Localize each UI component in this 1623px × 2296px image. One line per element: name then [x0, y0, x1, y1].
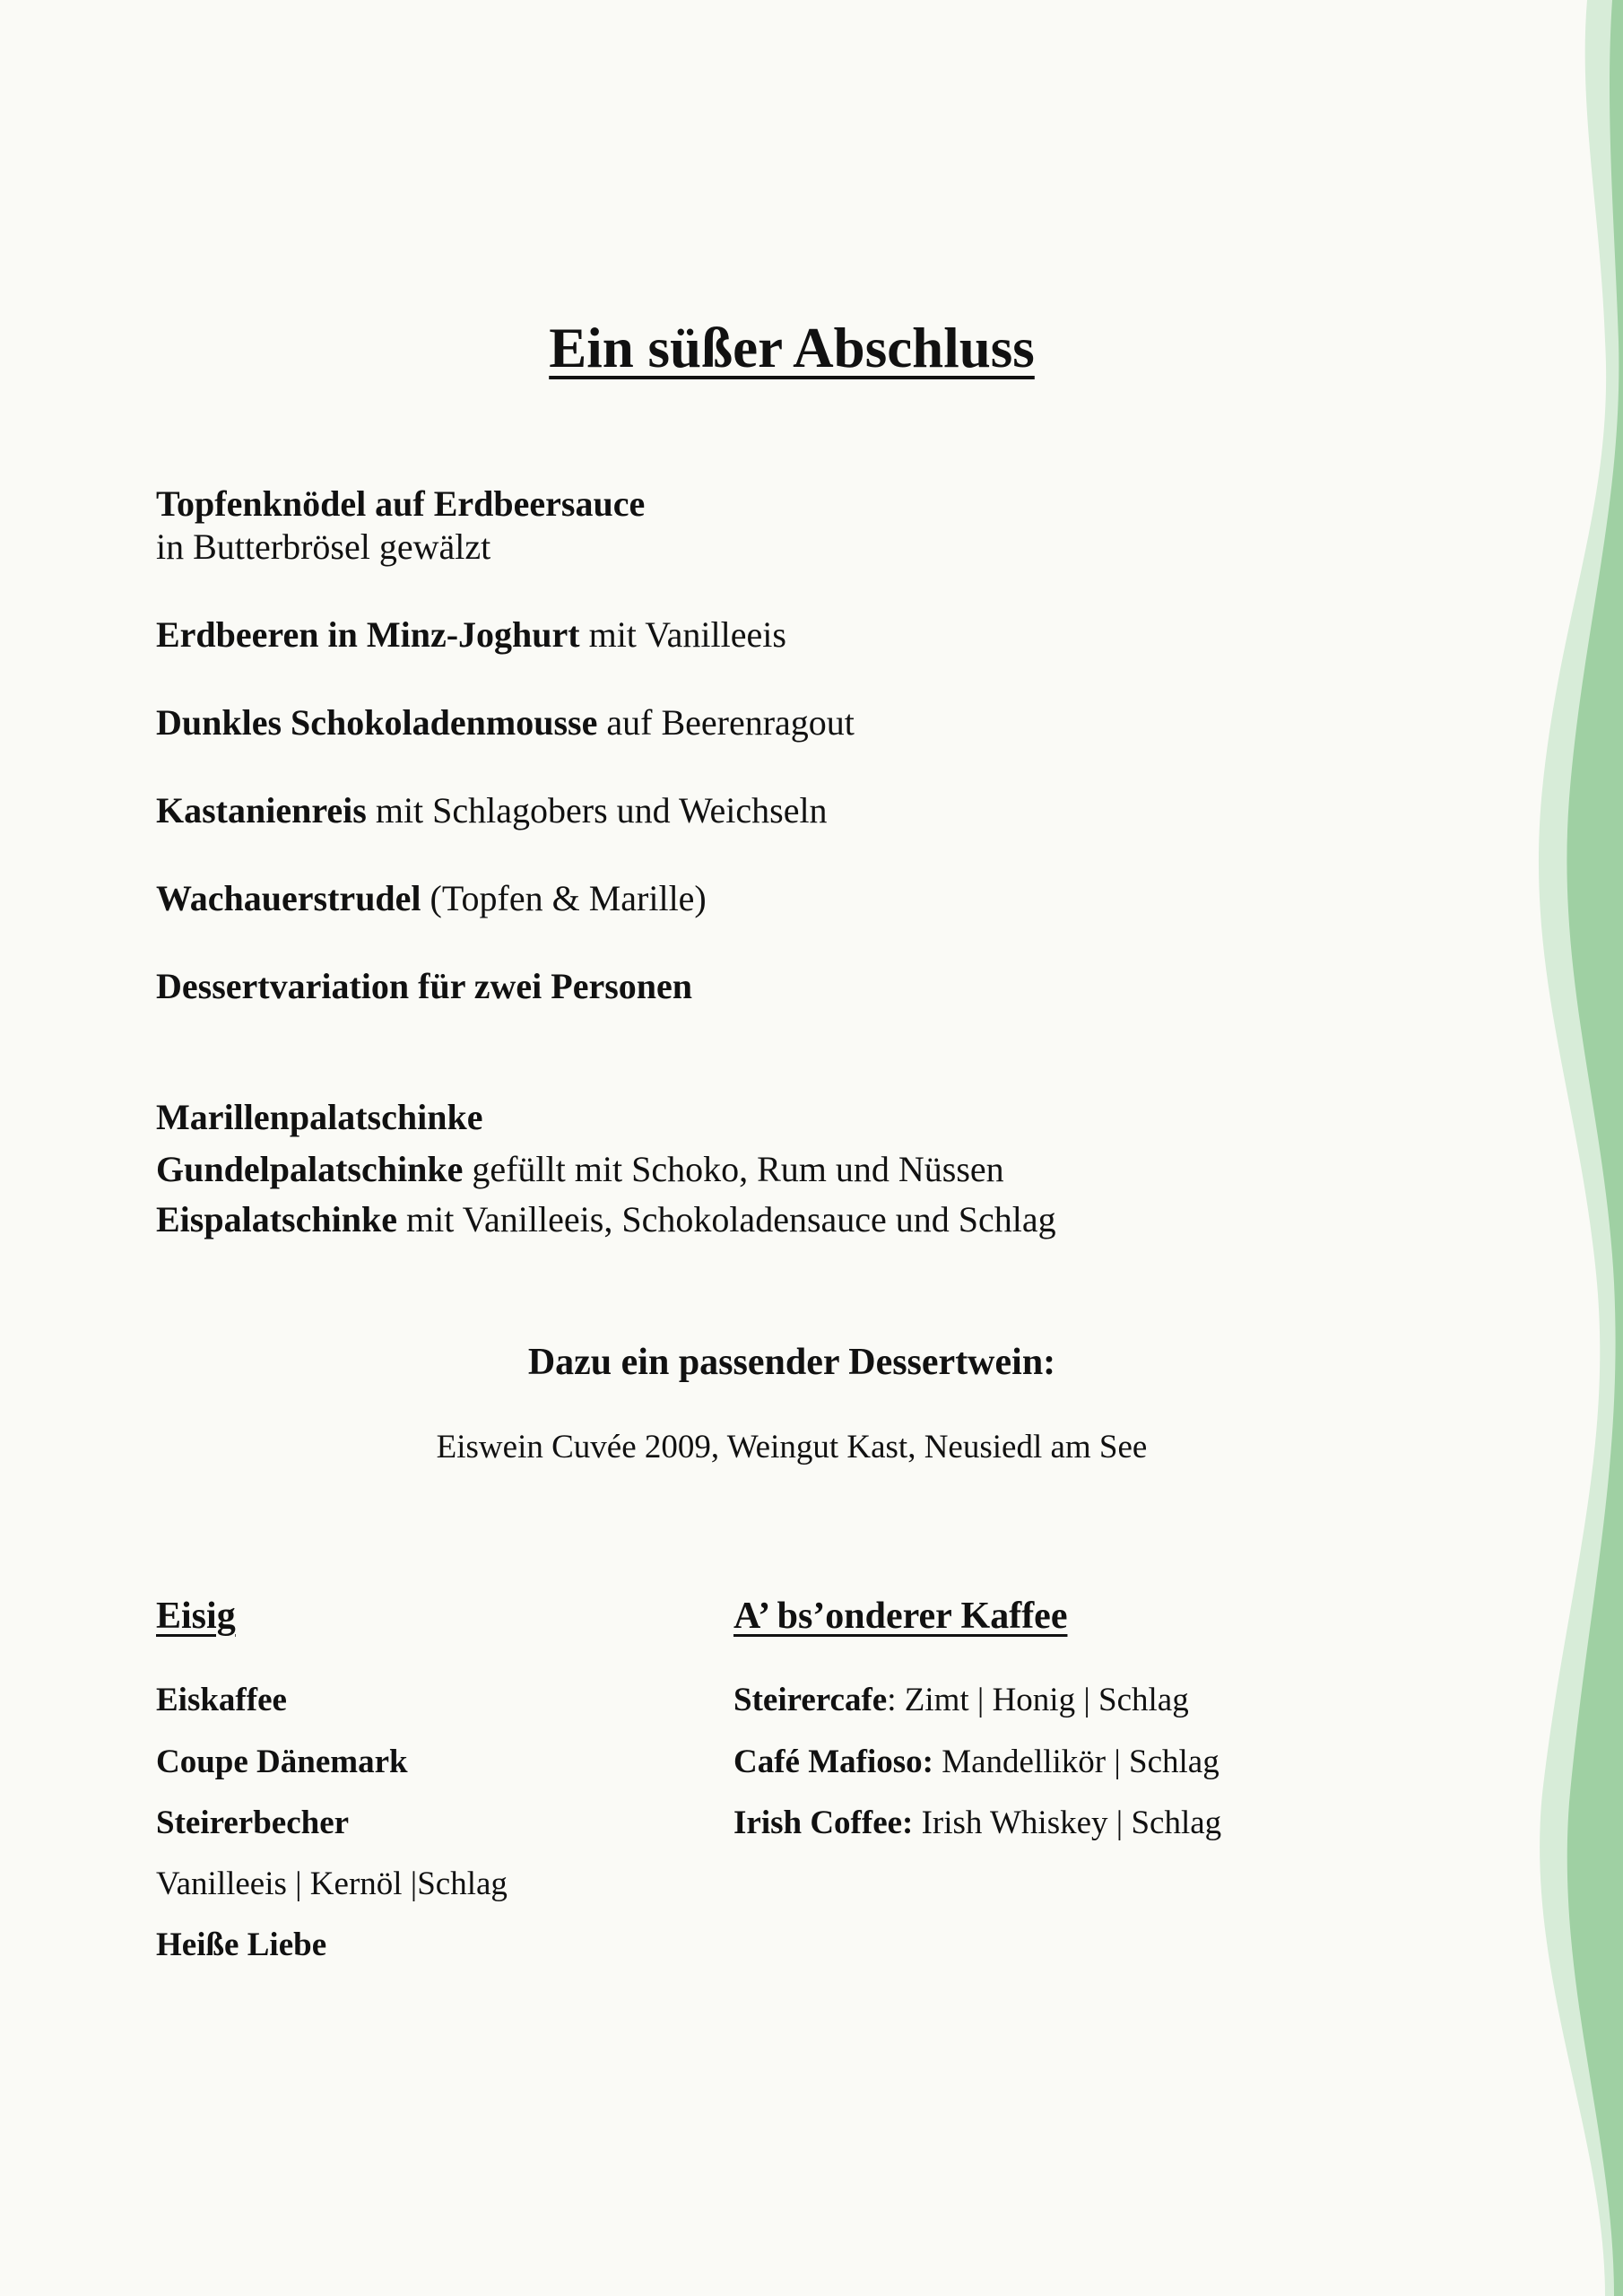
dessert-item-2 — [156, 613, 786, 657]
palatschinke-name: Marillenpalatschinke — [156, 1097, 483, 1137]
eisig-item-name: Eiskaffee — [156, 1682, 287, 1718]
palatschinke-name: Gundelpalatschinke — [156, 1149, 464, 1189]
palatschinke-name: Eispalatschinke — [156, 1199, 397, 1239]
dessert-name: Topfenknödel auf Erdbeersauce — [156, 483, 646, 524]
palatschinke-desc: mit Vanilleeis, Schokoladensauce und Schlag — [396, 1199, 1056, 1239]
palatschinke-item-1 — [156, 1096, 482, 1139]
palatschinke-item-2 — [156, 1148, 1004, 1191]
kaffee-item-name: Irish Coffee: — [733, 1805, 914, 1841]
dessert-desc: (Topfen & Marille) — [421, 878, 707, 918]
dessert-name: Wachauerstrudel — [156, 878, 421, 918]
eisig-item-name: Coupe Dänemark — [156, 1744, 408, 1780]
wine-heading: Dazu ein passender Dessertwein: — [527, 1342, 1056, 1383]
dessert-name: Erdbeeren in Minz-Joghurt — [156, 614, 580, 655]
eisig-item — [156, 1804, 349, 1842]
eisig-item — [156, 1926, 326, 1964]
kaffee-item — [733, 1681, 1189, 1719]
kaffee-item-desc: : Zimt | Honig | Schlag — [887, 1682, 1189, 1718]
dessert-desc: mit Vanilleeis — [579, 614, 786, 655]
dessert-desc: auf Beerenragout — [597, 702, 855, 743]
dessert-name: Dunkles Schokoladenmousse — [156, 702, 598, 743]
kaffee-item-desc: Irish Whiskey | Schlag — [913, 1805, 1222, 1841]
dessert-name: Kastanienreis — [156, 790, 367, 831]
kaffee-item-name: Steirercafe — [733, 1682, 888, 1718]
dessert-desc: in Butterbrösel gewälzt — [156, 526, 491, 567]
dessert-item-5 — [156, 877, 707, 920]
wine-text: Eiswein Cuvée 2009, Weingut Kast, Neusiedl am See — [436, 1429, 1148, 1465]
kaffee-item — [733, 1804, 1221, 1842]
kaffee-item-desc: Mandellikör | Schlag — [933, 1744, 1219, 1780]
kaffee-item — [733, 1743, 1219, 1781]
dessert-item-1-sub — [156, 526, 490, 569]
eisig-heading: Eisig — [156, 1596, 236, 1637]
palatschinke-desc: gefüllt mit Schoko, Rum und Nüssen — [463, 1149, 1004, 1189]
eisig-item — [156, 1865, 508, 1903]
page-title: Ein süßer Abschluss — [549, 317, 1035, 379]
kaffee-item-name: Café Mafioso: — [733, 1744, 933, 1780]
dessert-item-1 — [156, 483, 645, 526]
dessert-item-6 — [156, 965, 692, 1008]
eisig-item-desc: Vanilleeis | Kernöl |Schlag — [156, 1866, 508, 1902]
palatschinke-item-3 — [156, 1198, 1056, 1241]
kaffee-heading: A’ bs’onderer Kaffee — [733, 1596, 1068, 1637]
eisig-item — [156, 1743, 408, 1781]
eisig-item-name: Heiße Liebe — [156, 1926, 327, 1963]
dessert-name: Dessertvariation für zwei Personen — [156, 966, 693, 1006]
eisig-item — [156, 1681, 287, 1719]
dessert-item-3 — [156, 701, 855, 744]
dessert-item-4 — [156, 789, 828, 832]
dessert-desc: mit Schlagobers und Weichseln — [366, 790, 828, 831]
eisig-item-name: Steirerbecher — [156, 1805, 350, 1841]
